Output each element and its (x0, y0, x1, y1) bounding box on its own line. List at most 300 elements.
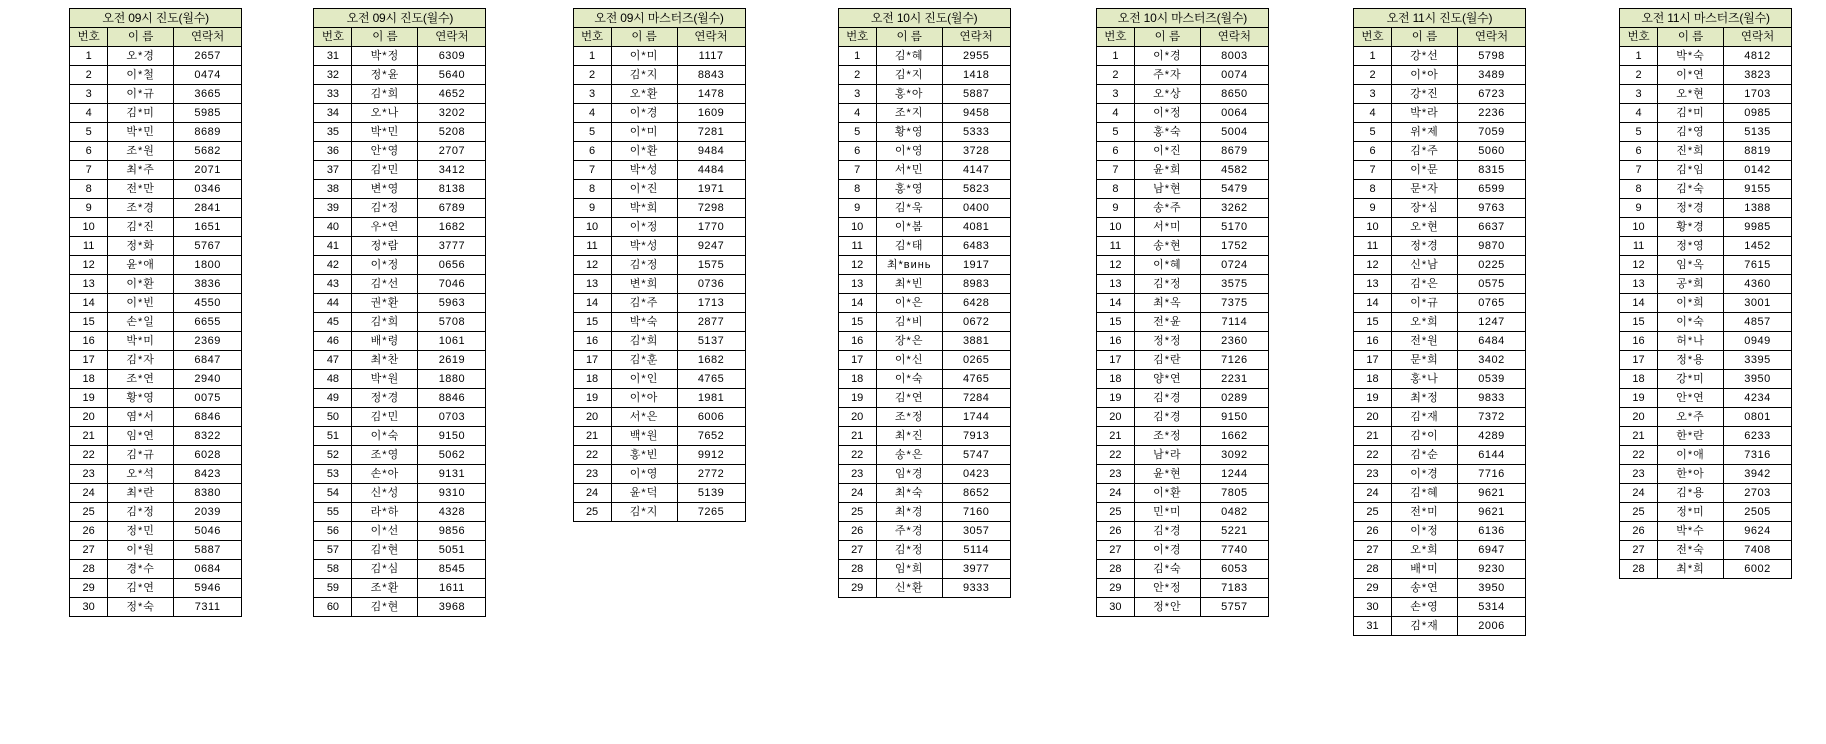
cell-name: 김*민 (352, 408, 418, 427)
cell-phone: 7284 (942, 389, 1010, 408)
cell-name: 조*경 (108, 199, 174, 218)
cell-name: 정*용 (1658, 351, 1724, 370)
cell-number: 41 (314, 237, 352, 256)
table-row (1354, 408, 1526, 427)
cell-phone: 5798 (1458, 47, 1526, 66)
table-row (1354, 332, 1526, 351)
roster-column (0, 8, 273, 617)
table-header-row (70, 28, 242, 47)
cell-name: 박*성 (611, 237, 677, 256)
table-row (573, 180, 745, 199)
cell-name: 변*영 (352, 180, 418, 199)
cell-name: 민*미 (1134, 503, 1200, 522)
cell-phone: 7160 (942, 503, 1010, 522)
cell-name: 손*영 (1392, 598, 1458, 617)
cell-number: 23 (1096, 465, 1134, 484)
cell-name: 조*정 (1134, 427, 1200, 446)
cell-phone: 5114 (942, 541, 1010, 560)
cell-number: 5 (70, 123, 108, 142)
table-row (573, 503, 745, 522)
cell-phone: 9856 (418, 522, 486, 541)
cell-name: 김*정 (352, 199, 418, 218)
cell-phone: 1418 (942, 66, 1010, 85)
cell-name: 오*석 (108, 465, 174, 484)
cell-phone: 9230 (1458, 560, 1526, 579)
cell-number: 5 (1096, 123, 1134, 142)
cell-number: 10 (1620, 218, 1658, 237)
table-row (1096, 408, 1268, 427)
cell-phone: 4234 (1724, 389, 1792, 408)
cell-number: 8 (573, 180, 611, 199)
cell-name: 문*자 (1392, 180, 1458, 199)
cell-name: 김*희 (352, 313, 418, 332)
cell-name: 송*현 (1134, 237, 1200, 256)
table-row (1620, 484, 1792, 503)
cell-name: 최*경 (876, 503, 942, 522)
table-row (1096, 161, 1268, 180)
cell-name: 조*환 (352, 579, 418, 598)
cell-name: 이*신 (876, 351, 942, 370)
cell-name: 배*미 (1392, 560, 1458, 579)
cell-name: 송*은 (876, 446, 942, 465)
cell-phone: 2236 (1458, 104, 1526, 123)
cell-name: 김*태 (876, 237, 942, 256)
cell-phone: 5137 (677, 332, 745, 351)
cell-phone: 1478 (677, 85, 745, 104)
table-row (70, 142, 242, 161)
cell-number: 12 (1354, 256, 1392, 275)
cell-phone: 3412 (418, 161, 486, 180)
table-row (838, 560, 1010, 579)
cell-name: 신*환 (876, 579, 942, 598)
table-row (838, 47, 1010, 66)
table-row (314, 560, 486, 579)
cell-name: 이*미 (611, 123, 677, 142)
table-row (1096, 541, 1268, 560)
table-row (314, 541, 486, 560)
table-row (314, 85, 486, 104)
column-header: 연락처 (418, 28, 486, 47)
cell-phone: 8679 (1200, 142, 1268, 161)
table-row (1354, 370, 1526, 389)
cell-number: 13 (70, 275, 108, 294)
cell-phone: 2877 (677, 313, 745, 332)
table-row (838, 579, 1010, 598)
cell-name: 박*원 (352, 370, 418, 389)
cell-name: 이*진 (1134, 142, 1200, 161)
cell-number: 6 (838, 142, 876, 161)
cell-number: 19 (573, 389, 611, 408)
cell-number: 17 (1096, 351, 1134, 370)
cell-phone: 7126 (1200, 351, 1268, 370)
table-row (70, 199, 242, 218)
cell-name: 김*희 (611, 332, 677, 351)
cell-number: 51 (314, 427, 352, 446)
table-row (314, 66, 486, 85)
table-row (1620, 47, 1792, 66)
cell-name: 이*문 (1392, 161, 1458, 180)
cell-phone: 5682 (174, 142, 242, 161)
cell-phone: 2369 (174, 332, 242, 351)
column-header: 이 름 (108, 28, 174, 47)
cell-number: 13 (1620, 275, 1658, 294)
cell-number: 4 (70, 104, 108, 123)
column-header: 이 름 (352, 28, 418, 47)
cell-name: 김*지 (611, 503, 677, 522)
cell-number: 17 (70, 351, 108, 370)
table-row (70, 332, 242, 351)
cell-phone: 8650 (1200, 85, 1268, 104)
cell-phone: 5139 (677, 484, 745, 503)
table-row (1620, 104, 1792, 123)
cell-phone: 1244 (1200, 465, 1268, 484)
table-row (838, 66, 1010, 85)
cell-phone: 2071 (174, 161, 242, 180)
cell-number: 19 (838, 389, 876, 408)
cell-name: 김*혜 (876, 47, 942, 66)
cell-phone: 7059 (1458, 123, 1526, 142)
cell-phone: 6483 (942, 237, 1010, 256)
table-row (1354, 484, 1526, 503)
cell-name: 김*비 (876, 313, 942, 332)
cell-phone: 1061 (418, 332, 486, 351)
table-row (838, 522, 1010, 541)
cell-phone: 3001 (1724, 294, 1792, 313)
cell-phone: 9484 (677, 142, 745, 161)
cell-phone: 0656 (418, 256, 486, 275)
cell-phone: 0765 (1458, 294, 1526, 313)
cell-phone: 1917 (942, 256, 1010, 275)
table-row (838, 503, 1010, 522)
cell-phone: 1744 (942, 408, 1010, 427)
cell-name: 김*순 (1392, 446, 1458, 465)
cell-phone: 1682 (677, 351, 745, 370)
cell-name: 한*란 (1658, 427, 1724, 446)
table-row (1354, 389, 1526, 408)
cell-number: 30 (1354, 598, 1392, 617)
cell-name: 박*라 (1392, 104, 1458, 123)
cell-phone: 0736 (677, 275, 745, 294)
cell-name: 박*숙 (611, 313, 677, 332)
cell-name: 김*욱 (876, 199, 942, 218)
cell-name: 홍*아 (876, 85, 942, 104)
table-row (573, 446, 745, 465)
cell-number: 47 (314, 351, 352, 370)
table-row (1354, 503, 1526, 522)
table-row (70, 294, 242, 313)
cell-phone: 7372 (1458, 408, 1526, 427)
table-row (573, 484, 745, 503)
cell-phone: 5479 (1200, 180, 1268, 199)
cell-name: 윤*희 (1134, 161, 1200, 180)
table-row (1620, 123, 1792, 142)
cell-number: 33 (314, 85, 352, 104)
cell-phone: 1682 (418, 218, 486, 237)
cell-phone: 8315 (1458, 161, 1526, 180)
cell-phone: 4360 (1724, 275, 1792, 294)
table-row (1620, 161, 1792, 180)
cell-phone: 1713 (677, 294, 745, 313)
cell-phone: 2772 (677, 465, 745, 484)
cell-name: 이*연 (1658, 66, 1724, 85)
cell-name: 강*미 (1658, 370, 1724, 389)
table-row (573, 275, 745, 294)
table-row (314, 161, 486, 180)
cell-number: 1 (70, 47, 108, 66)
cell-phone: 5823 (942, 180, 1010, 199)
cell-number: 55 (314, 503, 352, 522)
cell-phone: 1575 (677, 256, 745, 275)
cell-number: 28 (70, 560, 108, 579)
roster-column (780, 8, 1041, 598)
cell-phone: 1388 (1724, 199, 1792, 218)
table-row (1620, 351, 1792, 370)
cell-phone: 7375 (1200, 294, 1268, 313)
table-row (1354, 199, 1526, 218)
cell-number: 19 (1354, 389, 1392, 408)
column-header: 연락처 (174, 28, 242, 47)
cell-name: 이*경 (1134, 47, 1200, 66)
cell-name: 허*나 (1658, 332, 1724, 351)
table-row (573, 66, 745, 85)
table-row (838, 484, 1010, 503)
cell-phone: 3836 (174, 275, 242, 294)
cell-name: 김*훈 (611, 351, 677, 370)
cell-name: 홍*빈 (611, 446, 677, 465)
cell-number: 21 (1096, 427, 1134, 446)
cell-number: 3 (838, 85, 876, 104)
cell-name: 김*란 (1134, 351, 1200, 370)
cell-name: 이*애 (1658, 446, 1724, 465)
cell-phone: 2505 (1724, 503, 1792, 522)
cell-name: 김*선 (352, 275, 418, 294)
cell-number: 15 (1096, 313, 1134, 332)
table-row (1096, 104, 1268, 123)
table-row (573, 294, 745, 313)
cell-number: 40 (314, 218, 352, 237)
cell-phone: 6136 (1458, 522, 1526, 541)
cell-name: 신*성 (352, 484, 418, 503)
table-row (1354, 275, 1526, 294)
cell-phone: 0684 (174, 560, 242, 579)
table-row (1096, 598, 1268, 617)
cell-phone: 8689 (174, 123, 242, 142)
cell-name: 박*성 (611, 161, 677, 180)
cell-phone: 5135 (1724, 123, 1792, 142)
table-header-row (314, 28, 486, 47)
cell-phone: 8843 (677, 66, 745, 85)
cell-phone: 7114 (1200, 313, 1268, 332)
cell-name: 박*숙 (1658, 47, 1724, 66)
table-row (314, 446, 486, 465)
cell-phone: 8322 (174, 427, 242, 446)
cell-number: 15 (573, 313, 611, 332)
cell-name: 김*정 (1134, 275, 1200, 294)
cell-phone: 6599 (1458, 180, 1526, 199)
table-row (314, 123, 486, 142)
cell-phone: 4765 (677, 370, 745, 389)
table-row (314, 598, 486, 617)
cell-number: 30 (1096, 598, 1134, 617)
cell-name: 김*주 (1392, 142, 1458, 161)
cell-number: 7 (70, 161, 108, 180)
cell-name: 김*주 (611, 294, 677, 313)
table-row (838, 408, 1010, 427)
table-row (1354, 351, 1526, 370)
table-row (838, 351, 1010, 370)
cell-number: 31 (314, 47, 352, 66)
cell-phone: 7652 (677, 427, 745, 446)
cell-number: 22 (1620, 446, 1658, 465)
cell-number: 12 (1096, 256, 1134, 275)
table-row (1096, 389, 1268, 408)
cell-name: 이*은 (876, 294, 942, 313)
cell-number: 25 (70, 503, 108, 522)
cell-number: 24 (573, 484, 611, 503)
cell-name: 오*경 (108, 47, 174, 66)
cell-number: 11 (838, 237, 876, 256)
table-row (1620, 256, 1792, 275)
cell-number: 29 (70, 579, 108, 598)
cell-number: 3 (1354, 85, 1392, 104)
cell-number: 23 (1354, 465, 1392, 484)
cell-number: 1 (1620, 47, 1658, 66)
cell-name: 윤*현 (1134, 465, 1200, 484)
cell-number: 9 (1096, 199, 1134, 218)
cell-phone: 4328 (418, 503, 486, 522)
cell-number: 16 (1620, 332, 1658, 351)
cell-phone: 6028 (174, 446, 242, 465)
cell-name: 라*하 (352, 503, 418, 522)
cell-number: 28 (838, 560, 876, 579)
cell-phone: 3262 (1200, 199, 1268, 218)
column-header: 연락처 (942, 28, 1010, 47)
cell-phone: 0539 (1458, 370, 1526, 389)
table-row (573, 351, 745, 370)
cell-name: 신*남 (1392, 256, 1458, 275)
cell-phone: 3823 (1724, 66, 1792, 85)
cell-name: 김*현 (352, 541, 418, 560)
cell-number: 1 (1096, 47, 1134, 66)
cell-number: 8 (70, 180, 108, 199)
cell-phone: 7311 (174, 598, 242, 617)
cell-number: 1 (573, 47, 611, 66)
cell-number: 16 (1096, 332, 1134, 351)
cell-number: 22 (70, 446, 108, 465)
cell-name: 전*만 (108, 180, 174, 199)
cell-number: 20 (1354, 408, 1392, 427)
table-row (70, 161, 242, 180)
cell-phone: 8380 (174, 484, 242, 503)
table-title-row (1354, 9, 1526, 28)
cell-phone: 9310 (418, 484, 486, 503)
cell-phone: 6309 (418, 47, 486, 66)
cell-phone: 0801 (1724, 408, 1792, 427)
cell-number: 7 (1096, 161, 1134, 180)
cell-name: 이*봄 (876, 218, 942, 237)
table-row (1096, 275, 1268, 294)
cell-phone: 2006 (1458, 617, 1526, 636)
cell-number: 4 (838, 104, 876, 123)
cell-number: 13 (573, 275, 611, 294)
cell-number: 21 (1620, 427, 1658, 446)
cell-phone: 9912 (677, 446, 745, 465)
table-row (1620, 142, 1792, 161)
table-row (838, 275, 1010, 294)
cell-number: 5 (838, 123, 876, 142)
cell-name: 한*아 (1658, 465, 1724, 484)
table-row (70, 484, 242, 503)
cell-phone: 4484 (677, 161, 745, 180)
cell-number: 21 (838, 427, 876, 446)
cell-phone: 5062 (418, 446, 486, 465)
cell-name: 김*이 (1392, 427, 1458, 446)
cell-number: 19 (70, 389, 108, 408)
column-header: 번호 (1096, 28, 1134, 47)
cell-number: 38 (314, 180, 352, 199)
table-row (1620, 199, 1792, 218)
roster-column (273, 8, 516, 617)
table-row (70, 237, 242, 256)
cell-number: 17 (573, 351, 611, 370)
cell-name: 조*지 (876, 104, 942, 123)
cell-phone: 5170 (1200, 218, 1268, 237)
cell-name: 정*영 (1658, 237, 1724, 256)
cell-number: 23 (1620, 465, 1658, 484)
table-title: 오전 09시 마스터즈(월수) (573, 9, 745, 28)
cell-number: 60 (314, 598, 352, 617)
table-row (573, 85, 745, 104)
table-row (70, 256, 242, 275)
cell-number: 21 (70, 427, 108, 446)
cell-phone: 5004 (1200, 123, 1268, 142)
cell-number: 27 (1354, 541, 1392, 560)
roster-column (517, 8, 780, 522)
column-header: 이 름 (876, 28, 942, 47)
roster-table (1096, 8, 1269, 617)
cell-phone: 0423 (942, 465, 1010, 484)
cell-phone: 8819 (1724, 142, 1792, 161)
cell-name: 오*환 (611, 85, 677, 104)
table-row (1096, 560, 1268, 579)
cell-number: 14 (70, 294, 108, 313)
cell-phone: 5208 (418, 123, 486, 142)
cell-phone: 3968 (418, 598, 486, 617)
table-row (1620, 389, 1792, 408)
cell-phone: 0400 (942, 199, 1010, 218)
cell-number: 9 (573, 199, 611, 218)
cell-number: 22 (838, 446, 876, 465)
table-row (1354, 522, 1526, 541)
cell-number: 14 (1620, 294, 1658, 313)
cell-name: 정*숙 (108, 598, 174, 617)
cell-name: 안*영 (352, 142, 418, 161)
cell-number: 3 (1096, 85, 1134, 104)
roster-table (313, 8, 486, 617)
cell-number: 2 (1620, 66, 1658, 85)
cell-phone: 6637 (1458, 218, 1526, 237)
cell-name: 이*빈 (108, 294, 174, 313)
cell-name: 전*원 (1392, 332, 1458, 351)
table-title: 오전 10시 마스터즈(월수) (1096, 9, 1268, 28)
cell-number: 26 (1096, 522, 1134, 541)
cell-phone: 0474 (174, 66, 242, 85)
cell-number: 9 (70, 199, 108, 218)
cell-number: 2 (573, 66, 611, 85)
cell-phone: 9621 (1458, 484, 1526, 503)
cell-number: 37 (314, 161, 352, 180)
cell-number: 18 (1096, 370, 1134, 389)
